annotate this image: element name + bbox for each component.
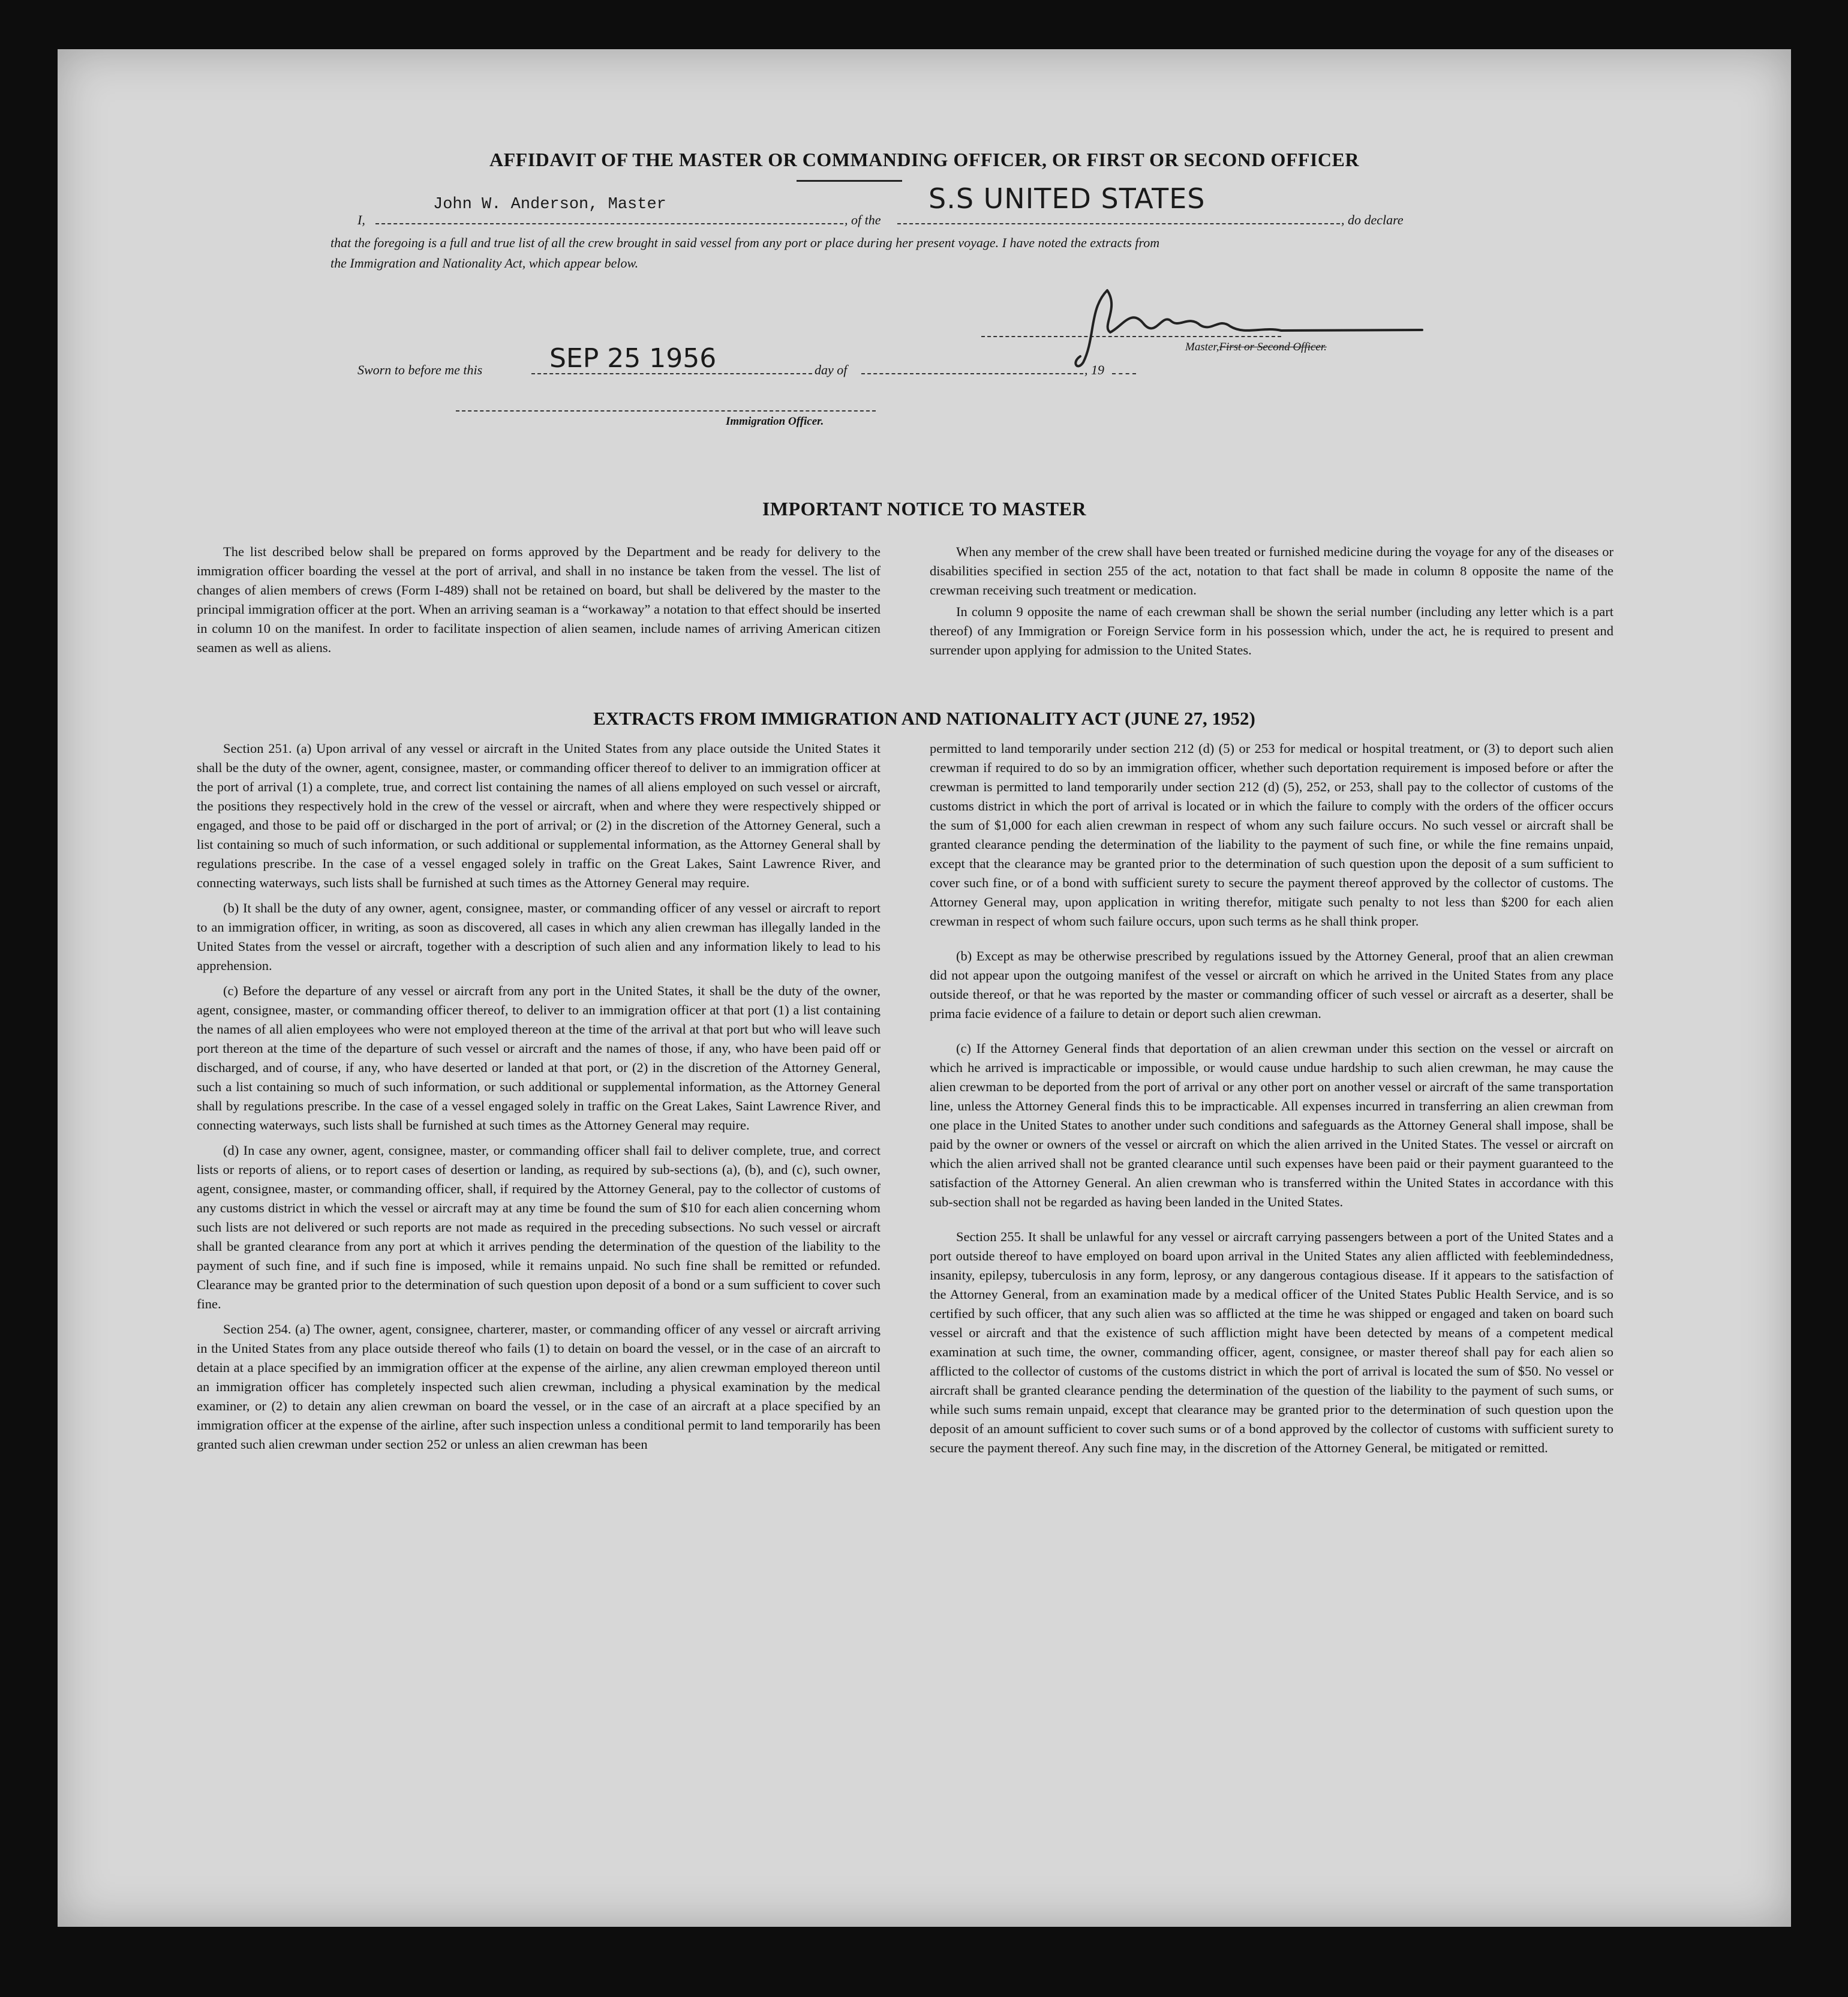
master-name: John W. Anderson, Master xyxy=(433,196,666,214)
vessel-line xyxy=(897,223,1340,224)
section-251b: (b) It shall be the duty of any owner, agent, consignee, master, or commanding officer of any vessel or aircraft to report to an immigration officer, in writing, as soon as discovered, all cases in which any alien crewman has illegally landed in the United States from the vessel or aircraft, together with a description of such alien and any information likely to lead to his apprehension. xyxy=(197,900,881,973)
section-254c: (c) If the Attorney General finds that deportation of an alien crewman under this section on the vessel or aircraft on which he arrived is impracticable or impossible, or would cause undue hardship to such alien crewman, he may cause the alien crewman to be deported from the port of arrival or any other port on another vessel or aircraft of the same transportation line, unless the Attorney General finds this to be impracticable. All expenses incurred in transferring an alien crewman from one place in the United States to another under such conditions and safeguards as the Attorney General shall impose, shall be paid by the owner or owners of the vessel or aircraft on which the alien arrived in the United States. The vessel or aircraft on which the alien arrived shall not be granted clearance until such expenses have been paid or their payment guaranteed to the satisfaction of the Attorney General. An alien crewman who is transferred within the United States in accordance with this sub-section shall not be regarded as having been landed in the United States. xyxy=(930,1041,1613,1209)
section-251c: (c) Before the departure of any vessel or aircraft from any port in the United States, it shall be the duty of the owner, agent, consignee, master, or commanding officer thereof, to deliver to an immigration officer at that port (1) a list containing the names of all alien employees who were not employed thereon at the time of the arrival at that port but who will leave such port thereon at the time of the departure of such vessel or aircraft and the names of those, if any, who have been paid off or discharged, and of course, if any, who have deserted or landed at that port, or (2) in the discretion of the Attorney General, such a list containing so much of such information, or such additional or supplemental information, as the Attorney General shall by regulations prescribe. In the case of a vessel engaged solely in traffic on the Great Lakes, Saint Lawrence River, and connecting waterways, such lists shall be furnished at such times as the Attorney General may require. xyxy=(197,983,881,1133)
name-line xyxy=(375,223,843,224)
of-the-label: , of the xyxy=(845,212,881,227)
extracts-right-column xyxy=(930,739,1613,1464)
notice-left-paragraph: The list described below shall be prepared on forms approved by the Department and be ready for delivery to the immigration officer boarding the vessel at the port of arrival, and shall in no instance be taken from the vessel. The list of changes of alien members of crews (Form I-489) shall not be retained on board, but shall be delivered by the master to the principal immigration officer at the port. When an arriving seaman is a “workaway” a notation to that effect should be inserted in column 10 on the manifest. In order to facilitate inspection of alien seamen, include names of arriving American citizen seamen as well as aliens. xyxy=(197,544,881,655)
section-254a-continued: permitted to land temporarily under section 212 (d) (5) or 253 for medical or hospital treatment, or (3) to deport such alien crewman if required to do so by an immigration officer, whether such deportation requirement is imposed before or after the crewman is permitted to land temporarily under section 212 (d) (5), 252, or 253, shall pay to the collector of customs of the customs district in which the port of arrival is located or in which the failure to comply with the orders of the officer occurs the sum of $1,000 for each alien crewman in respect of whom any such failure occurs. No such vessel or aircraft shall be granted clearance pending the determination of the liability to the payment of such fine, or while the fine remains unpaid, except that the clearance may be granted prior to the determination of such question upon the deposit of a sum sufficient to cover such fine, or of a bond with sufficient surety to secure the payment thereof approved by the collector of customs. The Attorney General may, upon application in writing therefor, mitigate such penalty to not less than $200 for each alien crewman in respect of whom such failure occurs, upon such terms as he shall think proper. xyxy=(930,741,1613,929)
notice-title: IMPORTANT NOTICE TO MASTER xyxy=(762,498,1087,519)
month-line xyxy=(861,373,1083,374)
notice-left-column xyxy=(197,542,881,660)
officer-line xyxy=(456,410,876,412)
i-label: I, xyxy=(357,212,365,227)
year-line xyxy=(1112,373,1136,374)
affidavit-title: AFFIDAVIT OF THE MASTER OR COMMANDING OFFICER, OR FIRST OR SECOND OFFICER xyxy=(489,149,1359,170)
year-label: , 19 xyxy=(1084,362,1104,377)
extracts-title: EXTRACTS FROM IMMIGRATION AND NATIONALITY ACT (JUNE 27, 1952) xyxy=(593,708,1255,729)
document-page xyxy=(58,49,1791,1927)
sworn-date-stamp: SEP 25 1956 xyxy=(549,343,717,374)
signature-caption xyxy=(1185,341,1327,354)
caption-master: Master, xyxy=(1185,341,1219,353)
sworn-label: Sworn to before me this xyxy=(357,362,483,377)
do-declare-label: , do declare xyxy=(1341,212,1404,227)
extracts-left-column xyxy=(197,739,881,1460)
section-254a: Section 254. (a) The owner, agent, consignee, charterer, master, or commanding officer of any vessel or aircraft arriving in the United States from any place outside thereof who fails (1) to detain on board the vessel, or in the case of an aircraft to detain at a place specified by an immigration officer at the expense of the airline, any alien crewman employed thereon until an immigration officer has completely inspected such alien crewman, including a physical examination by the medical examiner, or (2) to detain any alien crewman on board the vessel, or in the case of an aircraft at a place specified by an immigration officer at the expense of the airline, after such inspection unless a conditional permit to land temporarily has been granted such alien crewman under section 252 or unless an alien crewman has been xyxy=(197,1322,881,1452)
section-255: Section 255. It shall be unlawful for any vessel or aircraft carrying passengers between a port of the United States and a port outside thereof to have employed on board upon arrival in the United States any alien afflicted with feeblemindedness, insanity, epilepsy, tuberculosis in any form, leprosy, or any dangerous contagious disease. If it appears to the satisfaction of the Attorney General, from an examination made by a medical officer of the United States Public Health Service, and is so certified by such officer, that any such alien was so afflicted at the time he was shipped or engaged and taken on board such vessel or aircraft and that the existence of such affliction might have been detected by means of a competent medical examination at such time, the owner, commanding officer, agent, consignee, or master thereof shall pay for each alien so afflicted to the collector of customs of the customs district in which the port of arrival is located the sum of $50. No vessel or aircraft shall be granted clearance pending the determination of the question of the liability to the payment of such sums, or while such sums remain unpaid, except that clearance may be granted prior to the determination of such question upon the deposit of an amount sufficient to cover such sums or of a bond approved by the collector of customs with sufficient surety to secure the payment thereof. Any such fine may, in the discretion of the Attorney General, be mitigated or remitted. xyxy=(930,1229,1613,1455)
section-251d: (d) In case any owner, agent, consignee, master, or commanding officer shall fail to deliver complete, true, and correct lists or reports of aliens, or to report cases of desertion or landing, as required by sub-sections (a), (b), and (c), such owner, agent, consignee, master, or commanding officer, shall, if required by the Attorney General, pay to the collector of customs of any customs district in which the vessel or aircraft may at any time be found the sum of $10 for each alien concerning whom such lists are not delivered or such reports are not made as required in the preceding subsections. No such vessel or aircraft shall be granted clearance from any port at which it arrives pending the determination of the question of the liability to the payment of such fine, and if such fine is imposed, while it remains unpaid. No such fine shall be remitted or refunded. Clearance may be granted prior to the determination of such question upon deposit of a bond or a sum sufficient to cover such fine. xyxy=(197,1143,881,1311)
vessel-name-stamp: S.S UNITED STATES xyxy=(928,182,1206,215)
signature-mark xyxy=(1065,272,1455,374)
declaration-line-1: that the foregoing is a full and true list of all the crew brought in said vessel from any port or place during her present voyage. I have noted the extracts from xyxy=(330,235,1160,250)
section-251a: Section 251. (a) Upon arrival of any vessel or aircraft in the United States from any place outside the United States it shall be the duty of the owner, agent, consignee, master, or commanding officer thereof to deliver to an immigration officer at the port of arrival (1) a complete, true, and correct list containing the names of all aliens employed on such vessel or aircraft, the positions they respectively hold in the crew of the vessel or aircraft, when and where they were respectively shipped or engaged, and those to be paid off or discharged in the port of arrival; or (2) in the discretion of the Attorney General, such a list containing so much of such information, or such additional or supplemental information, as the Attorney General shall by regulations prescribe. In the case of a vessel engaged solely in traffic on the Great Lakes, Saint Lawrence River, and connecting waterways, such lists shall be furnished at such times as the Attorney General may require. xyxy=(197,741,881,890)
notice-right-paragraph-1: When any member of the crew shall have been treated or furnished medicine during the voyage for any of the diseases or disabilities specified in section 255 of the act, notation to that fact shall be made in column 8 opposite the name of the crewman receiving such treatment or medication. xyxy=(930,544,1613,597)
caption-struck: First or Second Officer. xyxy=(1219,341,1327,353)
day-of-label: day of xyxy=(815,362,848,377)
officer-caption: Immigration Officer. xyxy=(726,415,824,428)
notice-right-paragraph-2: In column 9 opposite the name of each crewman shall be shown the serial number (including any letter which is a part thereof) of any Immigration or Foreign Service form in his possession which, under the act, he is required to present and surrender upon applying for admission to the United States. xyxy=(930,604,1613,657)
section-254b: (b) Except as may be otherwise prescribed by regulations issued by the Attorney General, proof that an alien crewman did not appear upon the outgoing manifest of the vessel or aircraft on which he arrived in the United States from any place outside thereof, or that he was reported by the master or commanding officer of such vessel or aircraft as a deserter, shall be prima facie evidence of a failure to detain or deport such alien crewman. xyxy=(930,948,1613,1021)
title-rule xyxy=(797,180,902,182)
notice-right-column xyxy=(930,542,1613,662)
declaration-line-2: the Immigration and Nationality Act, which appear below. xyxy=(330,256,639,271)
